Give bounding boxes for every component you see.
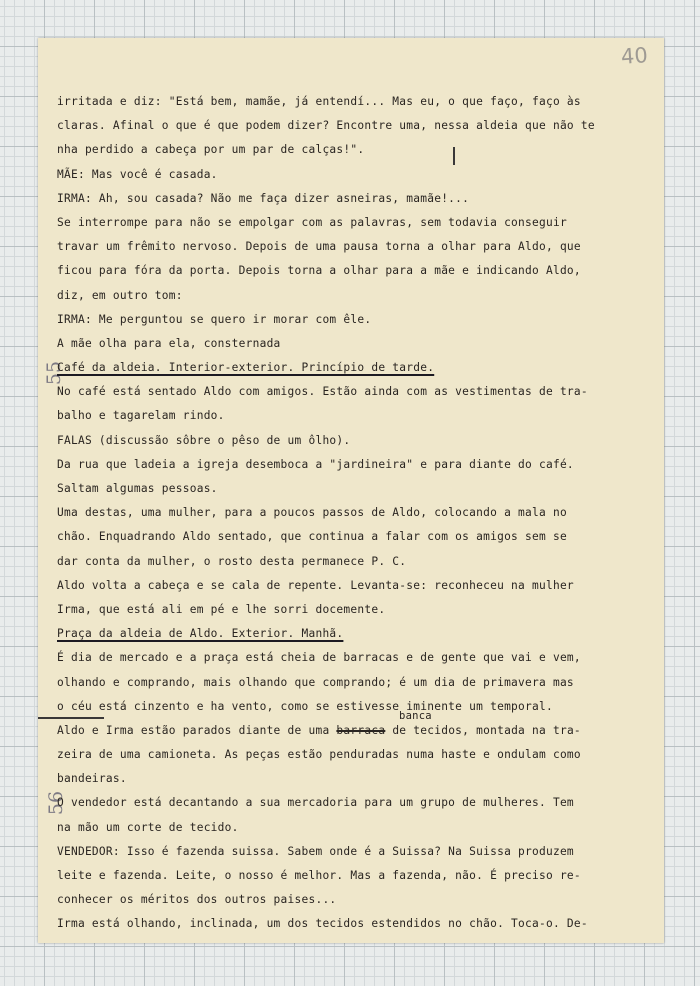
text-line <box>57 308 647 332</box>
line-text: No café está sentado Aldo com amigos. Estão ainda com as vestimentas de tra- <box>57 385 588 399</box>
line-text: IRMA: Ah, sou casada? Não me faça dizer asneiras, mamãe!... <box>57 191 470 205</box>
line-text: IRMA: Me perguntou se quero ir morar com êle. <box>57 312 372 326</box>
line-text: diz, em outro tom: <box>57 288 183 302</box>
line-text: na mão um corte de tecido. <box>57 820 239 834</box>
text-line <box>57 114 647 138</box>
text-line <box>57 695 647 719</box>
line-text: FALAS (discussão sôbre o pêso de um ôlho). <box>57 433 351 447</box>
line-text: Saltam algumas pessoas. <box>57 482 218 495</box>
line-text: o céu está cinzento e ha vento, como se estivesse iminente um temporal. <box>57 699 553 713</box>
handwritten-insertion: banca <box>399 709 432 722</box>
scene-heading-text: Café da aldeia. Interior-exterior. Princípio de tarde. <box>57 361 435 375</box>
text-line <box>57 864 647 888</box>
line-text: MÃE: Mas você é casada. <box>57 167 218 181</box>
text-line <box>57 429 647 453</box>
text-line <box>57 598 647 622</box>
struck-word: barraca <box>336 723 386 737</box>
scene-heading <box>57 622 647 646</box>
line-text: leite e fazenda. Leite, o nosso é melhor. Mas a fazenda, não. É preciso re- <box>57 869 581 882</box>
line-text: Da rua que ladeia a igreja desemboca a "jardineira" e para diante do café. <box>57 457 574 471</box>
line-text: VENDEDOR: Isso é fazenda suissa. Sabem onde é a Suissa? Na Suissa produzem <box>57 844 574 858</box>
text-line <box>57 259 647 283</box>
text-line <box>57 211 647 235</box>
text-line <box>57 235 647 259</box>
line-text: balho e tagarelam rindo. <box>57 409 225 423</box>
line-text: ficou para fóra da porta. Depois torna a olhar para a mãe e indicando Aldo, <box>57 264 581 278</box>
line-text: Aldo e Irma estão parados diante de uma <box>57 723 337 737</box>
line-text: Se interrompe para não se empolgar com as palavras, sem todavia conseguir <box>57 215 567 229</box>
scene-heading <box>57 356 647 380</box>
text-line <box>57 525 647 549</box>
line-text: É dia de mercado e a praça está cheia de barracas e de gente que vai e vem, <box>57 651 581 665</box>
text-line-with-correction <box>57 709 647 743</box>
text-line <box>57 90 647 114</box>
line-text: Aldo volta a cabeça e se cala de repente. Levanta-se: reconheceu na mulher <box>57 578 574 592</box>
text-line <box>57 380 647 404</box>
text-line <box>57 574 647 598</box>
text-line <box>57 477 647 501</box>
line-text: bandeiras. <box>57 772 127 786</box>
line-text: Uma destas, uma mulher, para a poucos passos de Aldo, colocando a mala no <box>57 506 567 520</box>
text-line <box>57 550 647 574</box>
line-text: A mãe olha para ela, consternada <box>57 336 281 350</box>
line-text: travar um frêmito nervoso. Depois de uma pausa torna a olhar para Aldo, que <box>57 240 581 254</box>
line-text: nha perdido a cabeça por um par de calças!". <box>57 143 365 157</box>
text-line <box>57 888 647 912</box>
line-text: chão. Enquadrando Aldo sentado, que continua a falar com os amigos sem se <box>57 530 567 544</box>
line-text: de tecidos, montada na tra- <box>385 723 581 737</box>
text-line <box>57 284 647 308</box>
text-line <box>57 404 647 428</box>
text-line <box>57 671 647 695</box>
scene-heading-text: Praça da aldeia de Aldo. Exterior. Manhã. <box>57 627 344 641</box>
text-line <box>57 501 647 525</box>
text-line <box>57 912 647 936</box>
text-line <box>57 138 647 162</box>
line-text: dar conta da mulher, o rosto desta permanece P. C. <box>57 554 407 568</box>
text-line <box>57 743 647 767</box>
text-line <box>57 187 647 211</box>
text-line <box>57 453 647 477</box>
line-text: O vendedor está decantando a sua mercadoria para um grupo de mulheres. Tem <box>57 796 574 810</box>
text-line <box>57 332 647 356</box>
text-line <box>57 163 647 187</box>
text-line <box>57 840 647 864</box>
line-text: conhecer os méritos dos outros paises... <box>57 893 337 907</box>
margin-scene-number: 56 <box>45 790 68 816</box>
line-text: Irma está olhando, inclinada, um dos tecidos estendidos no chão. Toca-o. De- <box>57 917 588 931</box>
text-line <box>57 767 647 791</box>
script-text <box>57 90 647 937</box>
text-line <box>57 791 647 815</box>
margin-scene-number: 55 <box>43 360 66 386</box>
text-line <box>57 816 647 840</box>
text-line <box>57 646 647 670</box>
line-text: irritada e diz: "Está bem, mamãe, já entendí... Mas eu, o que faço, faço às <box>57 95 581 108</box>
line-text: Irma, que está ali em pé e lhe sorri docemente. <box>57 602 386 616</box>
line-text: zeira de uma camioneta. As peças estão penduradas numa haste e ondulam como <box>57 748 581 762</box>
line-text: claras. Afinal o que é que podem dizer? Encontre uma, nessa aldeia que não te <box>57 119 595 133</box>
line-text: olhando e comprando, mais olhando que comprando; é um dia de primavera mas <box>57 675 574 689</box>
page-number: 40 <box>620 43 649 69</box>
